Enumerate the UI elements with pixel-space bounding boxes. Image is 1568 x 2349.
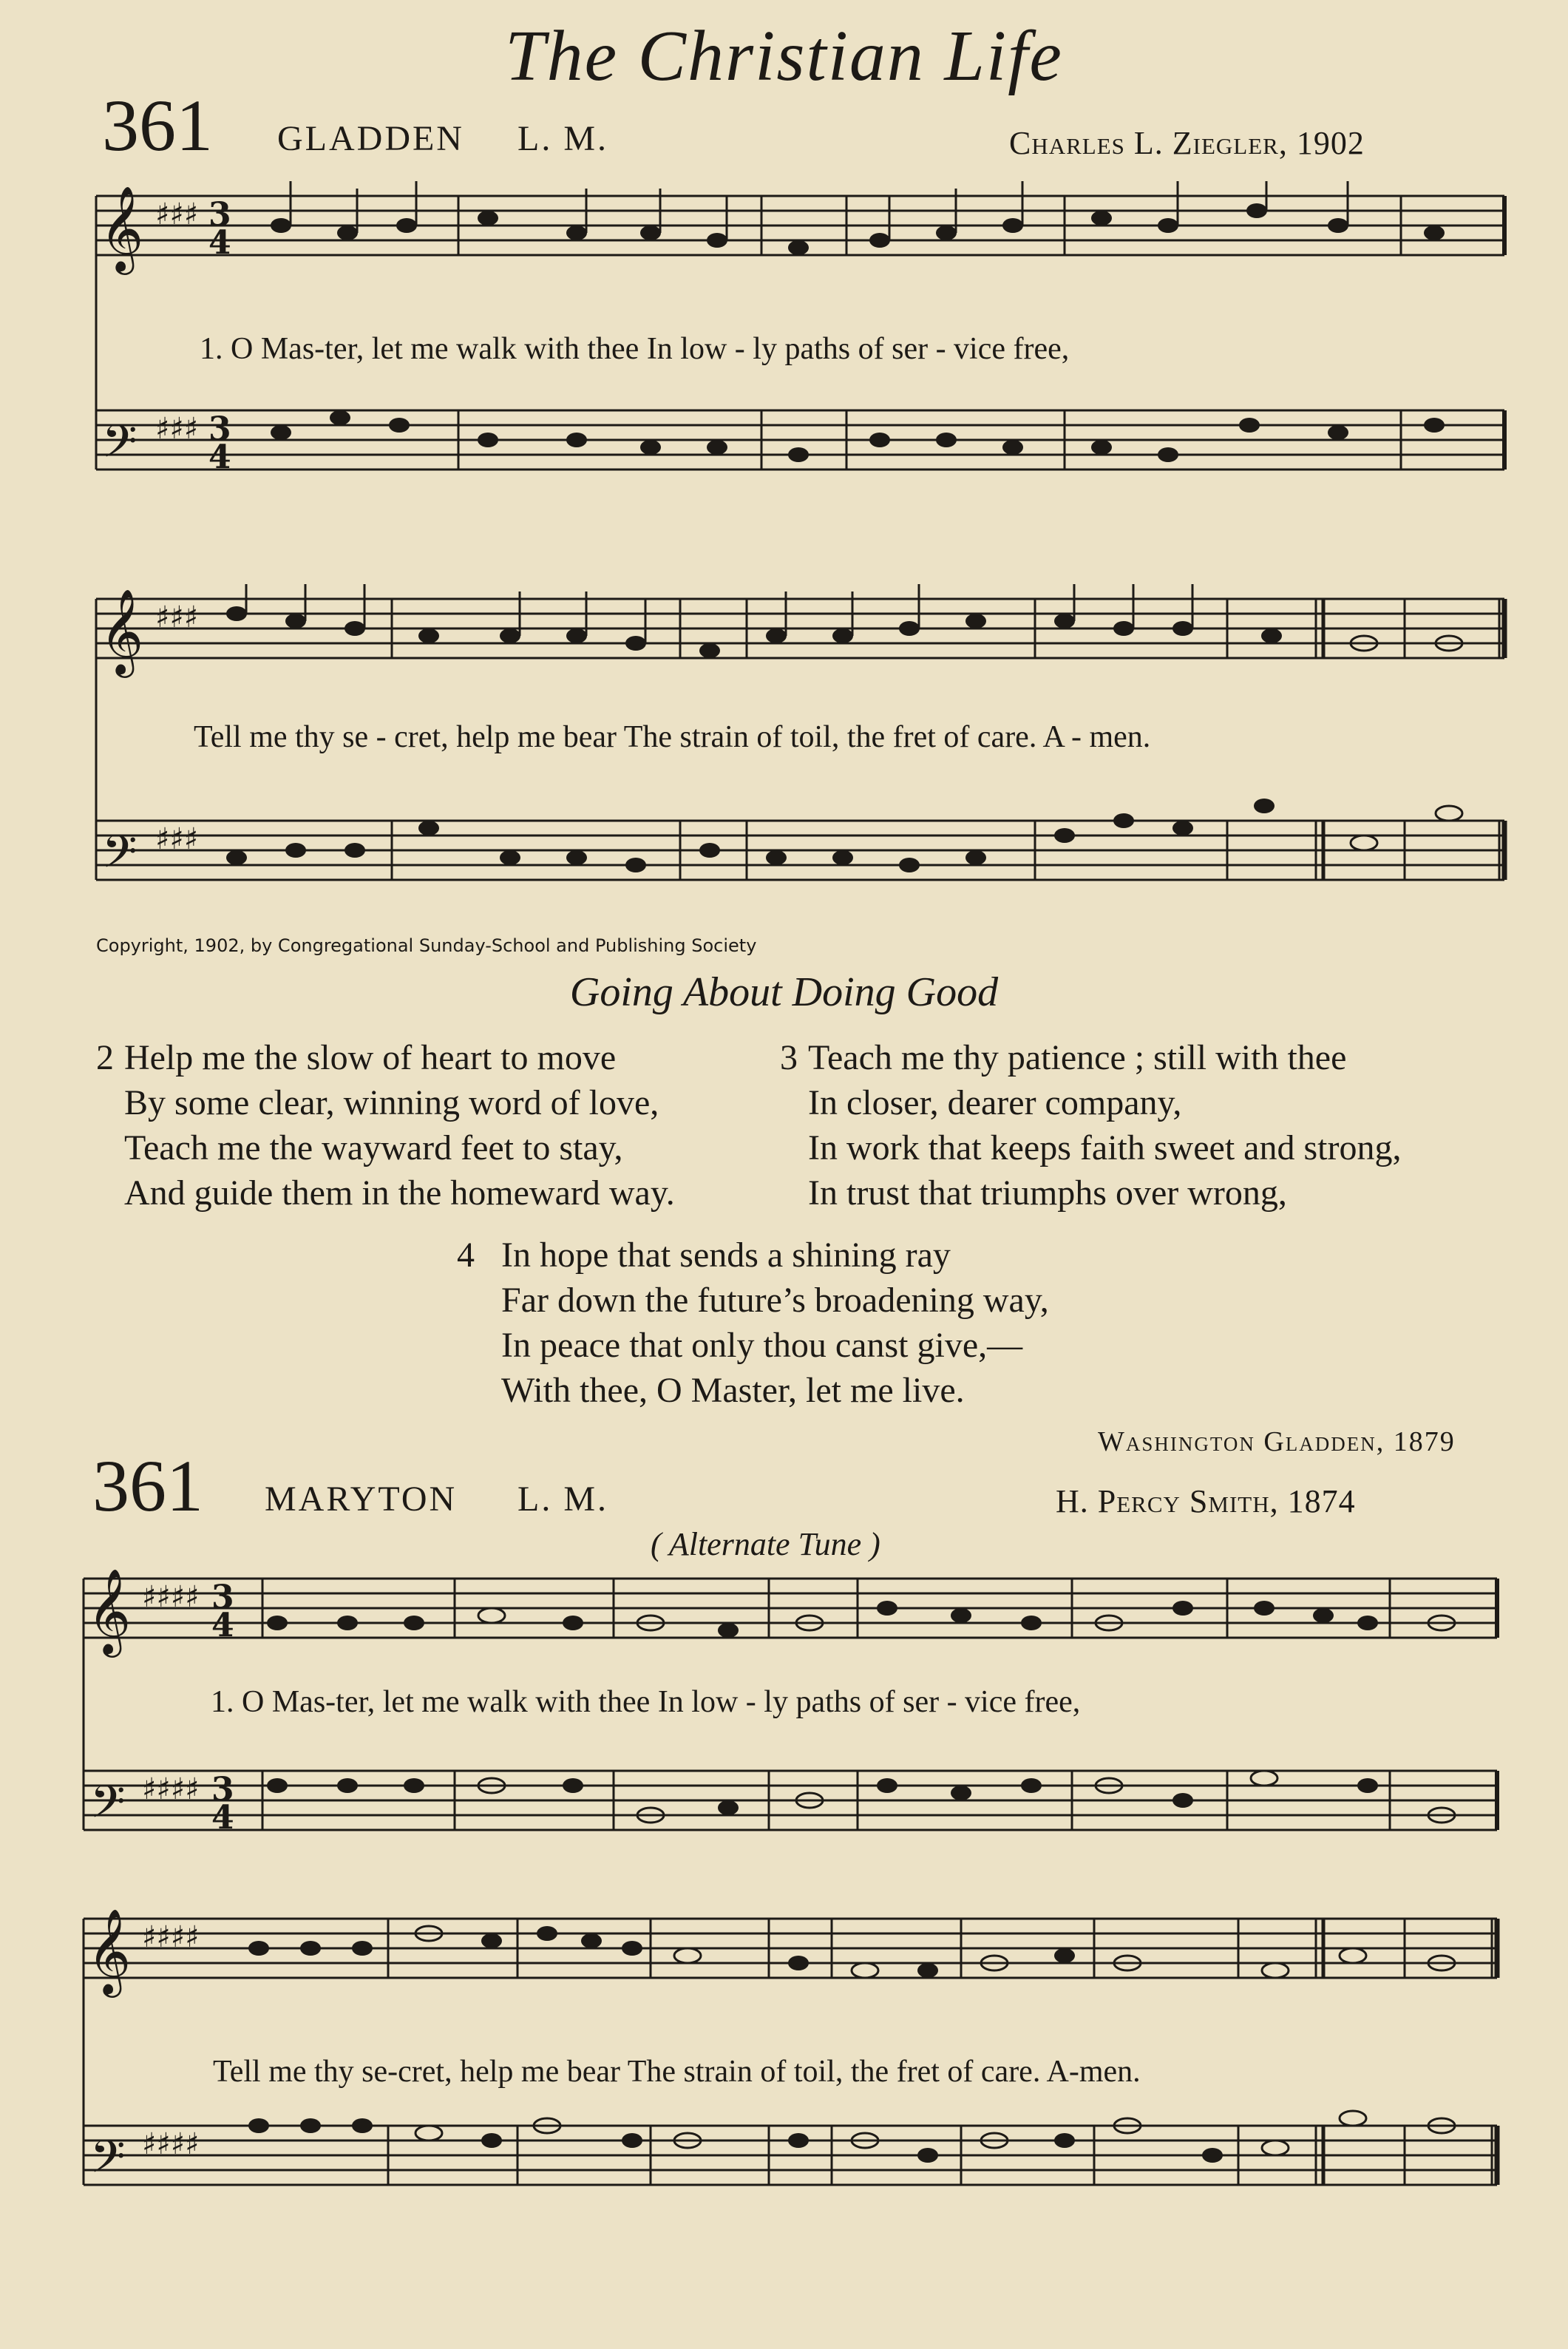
verse-4-number: 4 [457, 1235, 475, 1275]
svg-text:♯♯♯: ♯♯♯ [155, 822, 199, 856]
hymn-number-alt: 361 [92, 1445, 203, 1527]
svg-text:3: 3 [211, 1579, 234, 1616]
lyric-line-3: 1. O Mas-ter, let me walk with thee In low - ly paths of ser - vice free, [211, 1685, 1081, 1719]
copyright-notice: Copyright, 1902, by Congregational Sunday-School and Publishing Society [96, 935, 757, 956]
hymn-number: 361 [102, 84, 213, 166]
verse-2 [96, 1035, 675, 1216]
svg-text:𝄢: 𝄢 [102, 826, 138, 889]
lyric-line-1: 1. O Mas-ter, let me walk with thee In low - ly paths of ser - vice free, [200, 332, 1070, 366]
verse-4-line-1: In hope that sends a shining ray [501, 1235, 951, 1275]
svg-text:4: 4 [211, 1607, 234, 1644]
svg-text:♯♯♯♯: ♯♯♯♯ [142, 1580, 200, 1614]
music-system-1 [0, 181, 1568, 536]
lyric-line-4: Tell me thy se-cret, help me bear The strain of toil, the fret of care. A-men. [213, 2055, 1141, 2089]
tune-name: GLADDEN [277, 119, 464, 158]
section-title: Going About Doing Good [569, 969, 999, 1015]
svg-text:𝄞: 𝄞 [100, 588, 144, 674]
svg-text:𝄞: 𝄞 [100, 185, 144, 271]
verse-3-number: 3 [780, 1038, 798, 1077]
verse-2-line-2: By some clear, winning word of love, [124, 1083, 659, 1122]
verse-3-line-4: In trust that triumphs over wrong, [808, 1173, 1287, 1213]
svg-text:𝄞: 𝄞 [87, 1567, 132, 1654]
svg-text:3: 3 [211, 1771, 234, 1809]
verse-4-line-3: In peace that only thou canst give,— [501, 1326, 1023, 1365]
verse-4-line-2: Far down the future’s broadening way, [501, 1281, 1049, 1320]
verse-3 [780, 1035, 1401, 1216]
svg-text:4: 4 [208, 438, 231, 476]
verse-2-line-3: Teach me the wayward feet to stay, [124, 1128, 623, 1167]
tune-name-alt: MARYTON [265, 1479, 458, 1519]
music-system-2 [0, 584, 1568, 939]
svg-text:𝄢: 𝄢 [90, 1776, 126, 1840]
svg-text:♯♯♯♯: ♯♯♯♯ [142, 1920, 200, 1954]
svg-text:♯♯♯: ♯♯♯ [155, 600, 199, 634]
music-system-3 [0, 1564, 1568, 1860]
page-title: The Christian Life [505, 16, 1063, 96]
verse-3-line-1: Teach me thy patience ; still with thee [808, 1038, 1347, 1077]
verse-4 [457, 1233, 1049, 1413]
svg-text:3: 3 [208, 196, 231, 234]
text-author: Washington Gladden, 1879 [1098, 1426, 1456, 1457]
svg-text:♯♯♯: ♯♯♯ [155, 197, 199, 231]
svg-text:4: 4 [208, 224, 231, 262]
composer: Charles L. Ziegler, 1902 [1009, 125, 1365, 161]
lyric-line-2: Tell me thy se - cret, help me bear The strain of toil, the fret of care. A - men. [194, 720, 1151, 754]
verse-3-line-3: In work that keeps faith sweet and strong, [808, 1128, 1402, 1167]
verse-2-line-4: And guide them in the homeward way. [124, 1173, 675, 1213]
svg-text:𝄞: 𝄞 [87, 1908, 132, 1994]
alternate-tune-label: ( Alternate Tune ) [651, 1526, 880, 1562]
meter-alt: L. M. [517, 1479, 608, 1519]
svg-text:𝄢: 𝄢 [102, 416, 138, 479]
svg-text:𝄢: 𝄢 [90, 2131, 126, 2194]
music-system-4 [0, 1904, 1568, 2222]
meter: L. M. [517, 119, 608, 158]
verse-2-line-1: Help me the slow of heart to move [124, 1038, 617, 1077]
svg-text:4: 4 [211, 1799, 234, 1837]
verse-3-line-2: In closer, dearer company, [808, 1083, 1182, 1122]
svg-text:3: 3 [208, 410, 231, 448]
verse-4-line-4: With thee, O Master, let me live. [501, 1371, 965, 1410]
svg-text:♯♯♯: ♯♯♯ [155, 412, 199, 446]
svg-text:♯♯♯♯: ♯♯♯♯ [142, 1772, 200, 1806]
svg-text:♯♯♯♯: ♯♯♯♯ [142, 2127, 200, 2161]
composer-alt: H. Percy Smith, 1874 [1056, 1483, 1356, 1519]
verse-2-number: 2 [96, 1038, 114, 1077]
